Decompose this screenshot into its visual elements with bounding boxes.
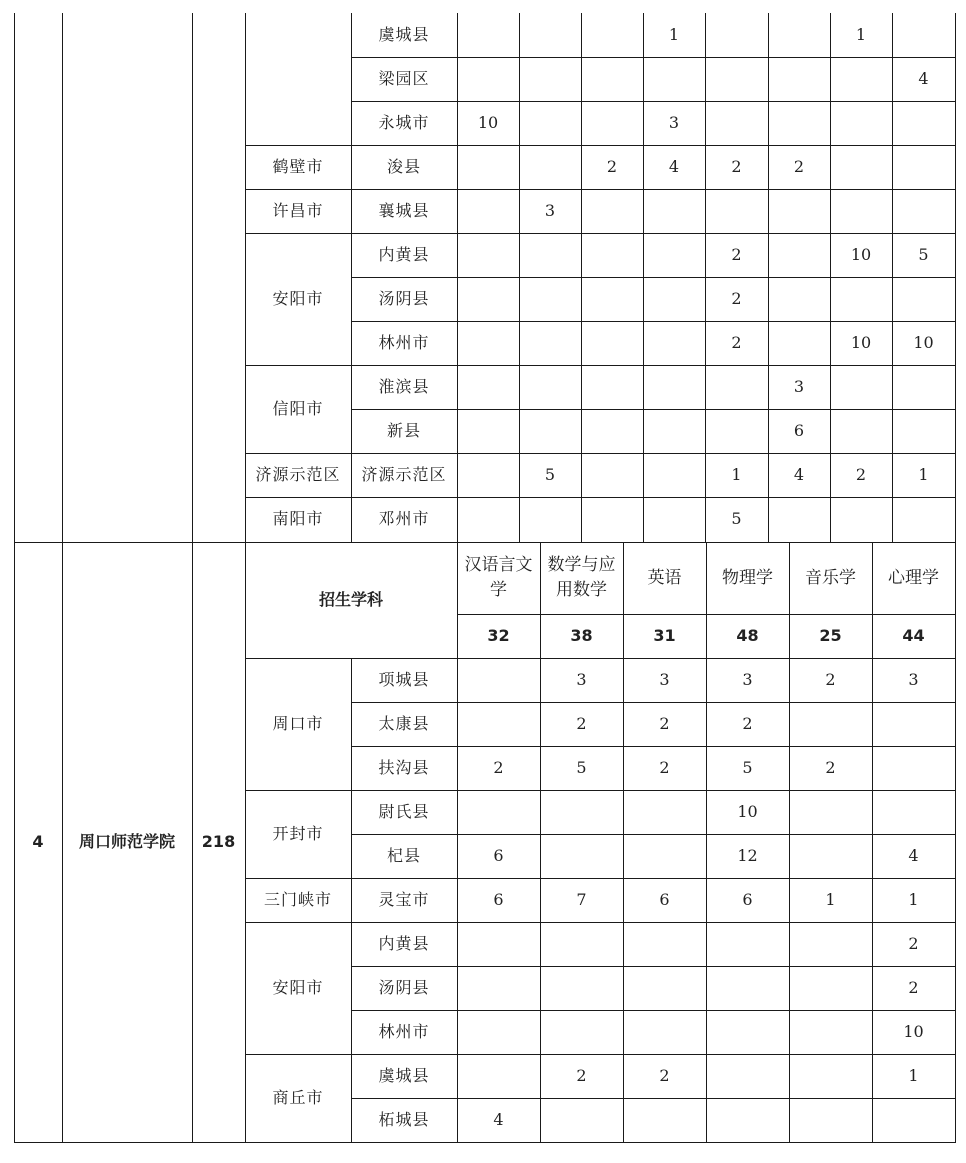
table-cell: 1: [918, 465, 929, 485]
table-cell: 2: [742, 714, 753, 734]
table-cell: 1: [855, 25, 867, 45]
county-cell: 尉氏县: [378, 802, 430, 822]
table-cell: [457, 13, 519, 57]
table-cell: [540, 1010, 623, 1054]
county-cell: 林州市: [378, 1022, 430, 1042]
city-cell: 周口市: [272, 714, 324, 734]
table-cell: [892, 145, 955, 189]
table-cell: 2: [493, 758, 504, 778]
table-cell: [706, 922, 789, 966]
table-cell: [519, 497, 581, 541]
table-cell: 3: [908, 670, 919, 690]
table-cell: [457, 409, 519, 453]
county-cell: 梁园区: [378, 69, 430, 89]
table-cell: [457, 57, 519, 101]
table-cell: [768, 101, 830, 145]
table-cell: [519, 13, 581, 57]
table-cell: [706, 1010, 789, 1054]
county-cell: 虞城县: [378, 25, 430, 45]
table-cell: [830, 145, 892, 189]
table-cell: [768, 233, 830, 277]
table-cell: [705, 57, 768, 101]
table-cell: 2: [731, 245, 742, 265]
county-cell: 内黄县: [378, 934, 430, 954]
table-cell: [519, 277, 581, 321]
table-cell: 2: [825, 670, 836, 690]
city-cell: 信阳市: [272, 399, 324, 419]
subject-header: 数学与应用数学: [547, 555, 616, 600]
table-cell: 10: [850, 245, 872, 265]
table-cell: [830, 277, 892, 321]
table-cell: 5: [742, 758, 753, 778]
table-cell: [623, 790, 706, 834]
table-cell: [789, 1098, 872, 1142]
table-cell: [581, 233, 643, 277]
table-cell: [789, 1054, 872, 1098]
table-cell: [623, 834, 706, 878]
table-cell: 10: [903, 1022, 924, 1042]
city-cell: 南阳市: [272, 509, 324, 529]
table-cell: 2: [731, 333, 742, 353]
table-cell: 5: [576, 758, 587, 778]
table-cell: [892, 409, 955, 453]
county-cell: 扶沟县: [378, 758, 430, 778]
table-cell: 3: [668, 113, 680, 133]
table-cell: [643, 409, 705, 453]
table-bottom-border: [14, 1142, 955, 1143]
table-cell: [540, 834, 623, 878]
table-cell: [830, 189, 892, 233]
table-cell: 2: [825, 758, 836, 778]
table-cell: 2: [576, 714, 587, 734]
table-cell: 5: [918, 245, 929, 265]
table-cell: 3: [659, 670, 670, 690]
total-quota: 218: [201, 832, 236, 852]
row-index: 4: [32, 832, 44, 852]
table-cell: 3: [544, 201, 556, 221]
table-cell: [623, 966, 706, 1010]
city-cell: 商丘市: [272, 1088, 324, 1108]
county-cell: 灵宝市: [378, 890, 430, 910]
table-cell: 4: [493, 1110, 504, 1130]
county-cell: 邓州市: [378, 509, 430, 529]
county-cell: 济源示范区: [361, 465, 447, 485]
table-cell: [457, 189, 519, 233]
table-cell: 3: [793, 377, 805, 397]
table-cell: [892, 365, 955, 409]
table-column-border: [62, 13, 63, 542]
table-cell: 6: [659, 890, 670, 910]
table-cell: [457, 321, 519, 365]
table-cell: 2: [659, 1066, 670, 1086]
table-cell: 4: [668, 157, 680, 177]
table-cell: [457, 497, 519, 541]
county-cell: 项城县: [378, 670, 430, 690]
city-cell: 安阳市: [272, 978, 324, 998]
table-cell: [519, 233, 581, 277]
table-cell: 1: [668, 25, 680, 45]
table-cell: 1: [908, 890, 919, 910]
table-cell: [457, 453, 519, 497]
table-cell: [705, 409, 768, 453]
table-cell: 2: [606, 157, 618, 177]
table-cell: [540, 1098, 623, 1142]
county-cell: 杞县: [386, 846, 421, 866]
county-cell: 太康县: [378, 714, 430, 734]
table-cell: [892, 497, 955, 541]
table-cell: [768, 13, 830, 57]
table-cell: [623, 1098, 706, 1142]
table-cell: [540, 922, 623, 966]
table-cell: 2: [908, 978, 919, 998]
table-cell: 4: [793, 465, 805, 485]
school-name: 周口师范学院: [78, 832, 175, 852]
subject-count: 31: [653, 626, 676, 646]
table-cell: [643, 233, 705, 277]
subject-header: 物理学: [722, 567, 773, 588]
table-cell: [581, 321, 643, 365]
table-cell: [789, 702, 872, 746]
table-cell: [581, 365, 643, 409]
table-cell: [457, 233, 519, 277]
table-cell: 12: [737, 846, 758, 866]
table-cell: [643, 453, 705, 497]
table-cell: [789, 922, 872, 966]
table-cell: [830, 57, 892, 101]
header-label: 招生学科: [318, 590, 383, 610]
table-cell: [643, 277, 705, 321]
table-cell: [892, 13, 955, 57]
county-cell: 新县: [386, 421, 421, 441]
table-cell: [789, 1010, 872, 1054]
table-column-border: [14, 13, 15, 542]
table-cell: [705, 13, 768, 57]
table-cell: [830, 409, 892, 453]
table-cell: 6: [493, 846, 504, 866]
table-cell: [519, 321, 581, 365]
table-cell: 10: [913, 333, 934, 353]
city-cell: 鹤壁市: [272, 157, 324, 177]
table-cell: 4: [918, 69, 929, 89]
table-column-border: [955, 542, 956, 1143]
table-cell: [581, 409, 643, 453]
table-cell: 2: [659, 714, 670, 734]
table-cell: [581, 13, 643, 57]
county-cell: 柘城县: [378, 1110, 430, 1130]
subject-header: 英语: [647, 567, 682, 588]
table-cell: 1: [731, 465, 742, 485]
table-cell: 6: [493, 890, 504, 910]
subject-header: 音乐学: [805, 567, 856, 588]
table-cell: 5: [544, 465, 556, 485]
table-cell: [768, 497, 830, 541]
table-cell: 2: [576, 1066, 587, 1086]
table-cell: [457, 1054, 540, 1098]
table-cell: [705, 365, 768, 409]
table-cell: 1: [825, 890, 836, 910]
table-cell: [519, 145, 581, 189]
county-cell: 虞城县: [378, 1066, 430, 1086]
county-cell: 内黄县: [378, 245, 430, 265]
table-cell: [872, 746, 955, 790]
table-cell: [872, 1098, 955, 1142]
table-cell: [623, 922, 706, 966]
table-cell: [581, 497, 643, 541]
county-cell: 淮滨县: [378, 377, 430, 397]
table-cell: [457, 922, 540, 966]
county-cell: 永城市: [378, 113, 430, 133]
subject-header: 汉语言文学: [464, 555, 533, 600]
table-cell: [581, 101, 643, 145]
table-cell: 2: [855, 465, 867, 485]
table-cell: [705, 101, 768, 145]
table-cell: [643, 365, 705, 409]
table-cell: [581, 453, 643, 497]
table-cell: [457, 277, 519, 321]
table-cell: [872, 790, 955, 834]
table-cell: [540, 966, 623, 1010]
table-cell: [706, 966, 789, 1010]
table-cell: [643, 321, 705, 365]
table-cell: [519, 101, 581, 145]
table-cell: [519, 365, 581, 409]
table-cell: [892, 277, 955, 321]
table-cell: [789, 790, 872, 834]
county-cell: 林州市: [378, 333, 430, 353]
table-cell: [457, 702, 540, 746]
subject-header: 心理学: [888, 567, 939, 588]
table-cell: [872, 702, 955, 746]
table-cell: [581, 57, 643, 101]
subject-count: 48: [736, 626, 759, 646]
subject-count: 25: [819, 626, 842, 646]
subject-count: 32: [487, 626, 510, 646]
table-cell: [457, 966, 540, 1010]
table-cell: 10: [850, 333, 872, 353]
county-cell: 襄城县: [378, 201, 430, 221]
city-cell: 开封市: [272, 824, 324, 844]
table-cell: 4: [908, 846, 919, 866]
table-column-border: [192, 13, 193, 542]
table-cell: 10: [477, 113, 499, 133]
table-column-border: [955, 13, 956, 542]
city-cell: 三门峡市: [263, 890, 332, 910]
table-cell: 2: [731, 289, 742, 309]
table-cell: [457, 658, 540, 702]
table-cell: [789, 966, 872, 1010]
table-cell: 2: [908, 934, 919, 954]
table-cell: [457, 1010, 540, 1054]
table-cell: 6: [742, 890, 753, 910]
table-cell: [581, 277, 643, 321]
city-cell: 安阳市: [272, 289, 324, 309]
table-cell: [768, 321, 830, 365]
table-cell: [457, 790, 540, 834]
table-cell: 3: [742, 670, 753, 690]
table-cell: [643, 189, 705, 233]
table-cell: 2: [731, 157, 742, 177]
county-cell: 汤阴县: [378, 978, 430, 998]
table-cell: [623, 1010, 706, 1054]
table-cell: [457, 365, 519, 409]
table-cell: [540, 790, 623, 834]
table-cell: 10: [737, 802, 758, 822]
table-cell: [581, 189, 643, 233]
table-cell: 2: [659, 758, 670, 778]
table-cell: [706, 1054, 789, 1098]
table-cell: [643, 497, 705, 541]
city-cell: 许昌市: [272, 201, 324, 221]
subject-count: 44: [902, 626, 925, 646]
table-cell: [830, 497, 892, 541]
table-cell: 3: [576, 670, 587, 690]
table-cell: [519, 409, 581, 453]
table-cell: [892, 101, 955, 145]
table-cell: [643, 57, 705, 101]
county-cell: 汤阴县: [378, 289, 430, 309]
table-cell: [789, 834, 872, 878]
table-cell: [457, 145, 519, 189]
table-cell: 2: [793, 157, 805, 177]
table-cell: [706, 1098, 789, 1142]
table-cell: 1: [908, 1066, 919, 1086]
table-cell: [830, 101, 892, 145]
table-cell: [768, 189, 830, 233]
table-cell: 5: [731, 509, 742, 529]
table-cell: [768, 277, 830, 321]
city-cell: 济源示范区: [255, 465, 341, 485]
table-cell: 6: [793, 421, 805, 441]
table-cell: [892, 189, 955, 233]
table-cell: [768, 57, 830, 101]
table-cell: 7: [576, 890, 587, 910]
table-cell: [705, 189, 768, 233]
table-cell: [519, 57, 581, 101]
subject-count: 38: [570, 626, 593, 646]
table-cell: [830, 365, 892, 409]
county-cell: 浚县: [386, 157, 421, 177]
